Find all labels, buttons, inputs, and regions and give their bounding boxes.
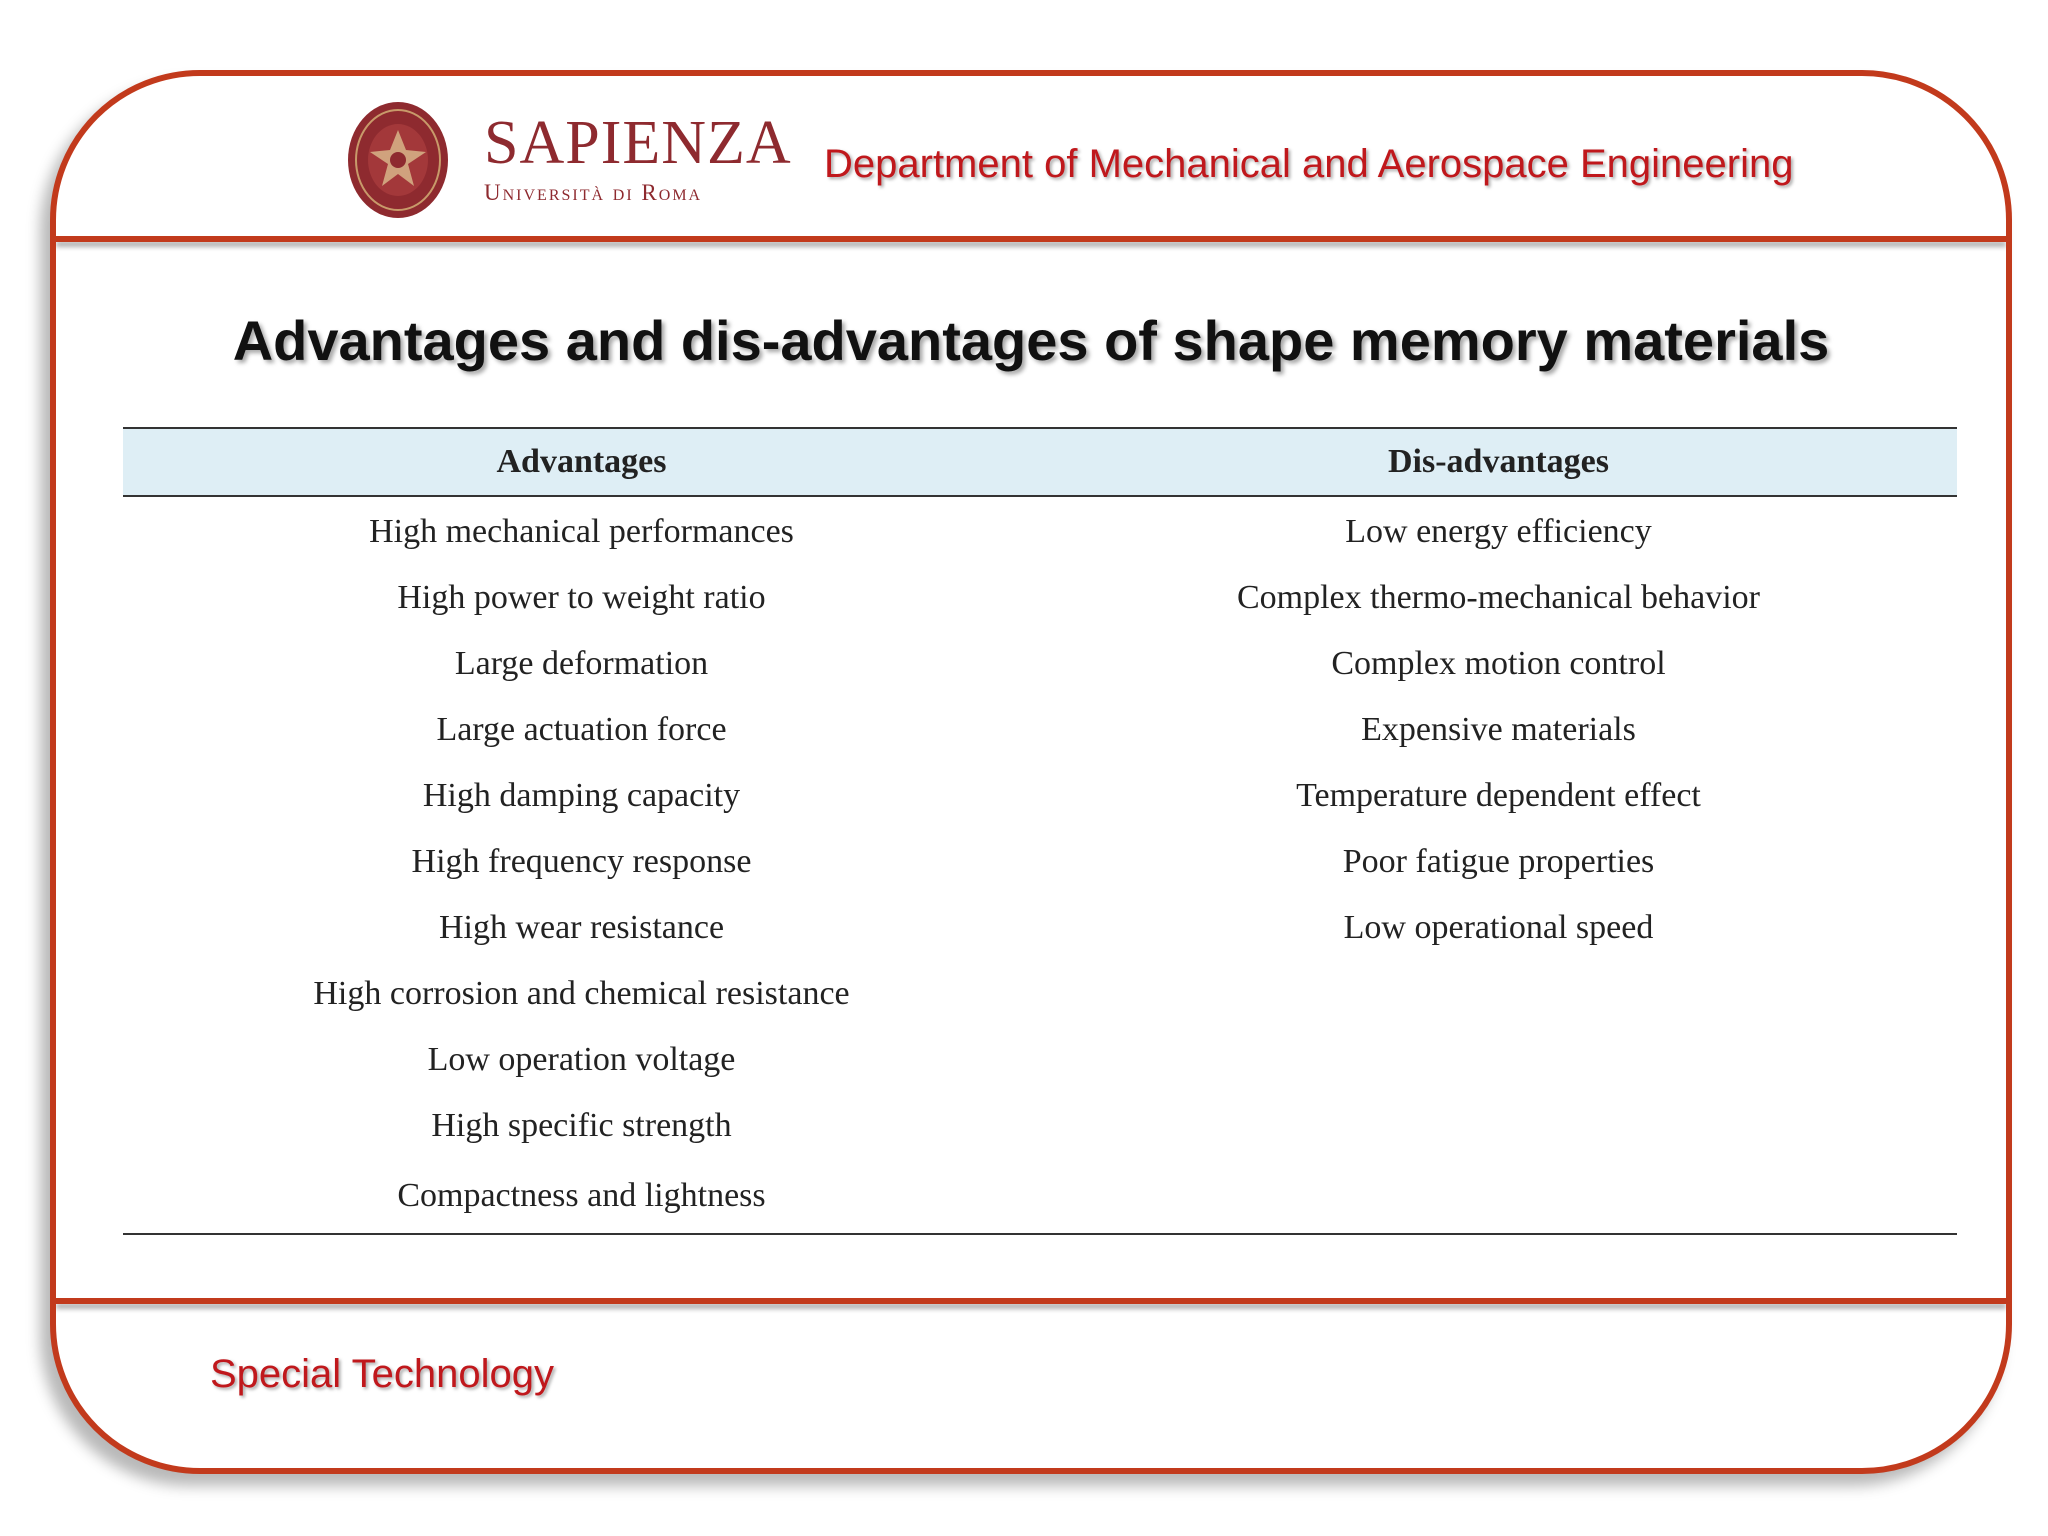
table-row (123, 565, 1957, 631)
disadvantage-cell: Low operational speed (1343, 909, 1654, 946)
university-seal-logo (346, 100, 450, 220)
footer-divider (56, 1298, 2006, 1304)
table-row (123, 1159, 1957, 1234)
advantage-cell: High mechanical performances (369, 513, 794, 550)
disadvantage-cell: Complex motion control (1331, 645, 1666, 682)
disadvantage-cell: Low energy efficiency (1345, 513, 1652, 550)
table-row (123, 697, 1957, 763)
column-header-disadvantages: Dis-advantages (1040, 428, 1957, 496)
slide-frame (50, 70, 2012, 1474)
column-header-advantages: Advantages (123, 428, 1040, 496)
table-row (123, 763, 1957, 829)
advantage-cell: High specific strength (431, 1107, 732, 1144)
department-name: Department of Mechanical and Aerospace Engineering (824, 142, 1794, 186)
university-brand (484, 109, 792, 206)
comparison-table (123, 427, 1957, 1235)
disadvantage-cell: Expensive materials (1361, 711, 1636, 748)
table-row (123, 496, 1957, 565)
disadvantage-cell (1040, 1027, 1957, 1093)
advantage-cell: High wear resistance (438, 909, 725, 946)
advantage-cell: High damping capacity (422, 777, 741, 814)
table-row (123, 895, 1957, 961)
advantage-cell: Low operation voltage (427, 1041, 736, 1078)
advantage-cell: High power to weight ratio (397, 579, 766, 616)
disadvantage-cell: Complex thermo-mechanical behavior (1236, 579, 1761, 616)
disadvantage-cell (1040, 1093, 1957, 1159)
disadvantage-cell (1040, 961, 1957, 1027)
table-row (123, 631, 1957, 697)
table-row (123, 1027, 1957, 1093)
slide-title: Advantages and dis-advantages of shape memory materials (232, 309, 1830, 372)
brand-name: SAPIENZA (484, 109, 792, 177)
table-row (123, 1093, 1957, 1159)
advantage-cell: Large actuation force (436, 711, 727, 748)
table-row (123, 829, 1957, 895)
disadvantage-cell (1040, 1159, 1957, 1234)
advantage-cell: Large deformation (454, 645, 709, 682)
advantage-cell: Compactness and lightness (123, 1159, 1040, 1234)
disadvantage-cell: Poor fatigue properties (1342, 843, 1655, 880)
disadvantage-cell: Temperature dependent effect (1296, 777, 1701, 814)
table-row (123, 961, 1957, 1027)
footer-course-name: Special Technology (210, 1352, 554, 1396)
advantage-cell: High corrosion and chemical resistance (313, 975, 850, 1012)
advantage-cell: High frequency response (411, 843, 752, 880)
header-divider (56, 236, 2006, 242)
brand-subtitle: Università di Roma (484, 180, 703, 205)
table-header-row (123, 428, 1957, 496)
